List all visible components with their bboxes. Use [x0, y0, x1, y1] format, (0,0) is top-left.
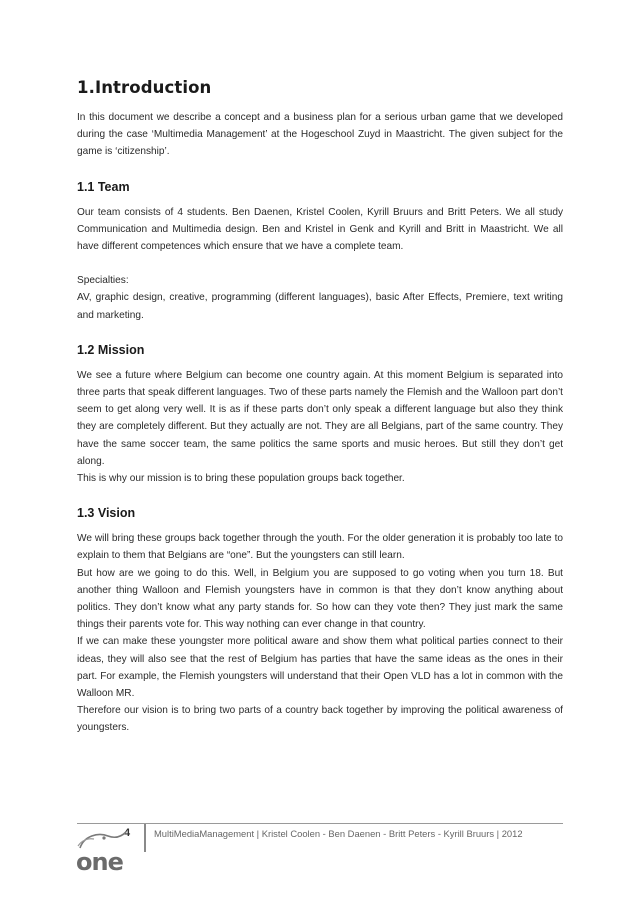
mission-paragraph: We see a future where Belgium can become one country again. At this moment Belgium is separated into three parts that speak different languages. Two of these parts namely the Flemish and the Walloon part don’t seem to get along very well. It is as if these parts don’t only speak a different language but also they think they are completely different. But they actually are not. They are all Belgians, part of the same country. They have the same soccer team, the same politics the same sports and music heroes. But still they don’t get along. [77, 369, 563, 467]
section-heading-mission: 1.2 Mission [77, 342, 145, 357]
section-heading-introduction: 1.Introduction [77, 78, 212, 97]
specialties-paragraph: AV, graphic design, creative, programming (different languages), basic After Effects, Premiere, text writing and marketing. [77, 292, 563, 321]
vision-paragraph-3: If we can make these youngster more political aware and show them what political parties connect to their ideas, they will also see that the rest of Belgium has parties that have the same ideas as the ones in their part. For example, the Flemish youngsters will understand that their Open VLD has a lot in common with the Walloon MR. [77, 636, 563, 700]
page-number: 4 [124, 827, 131, 839]
vision-paragraph-2: But how are we going to do this. Well, in Belgium you are supposed to go voting when you turn 18. But another thing Walloon and Flemish youngsters have in common is that they don’t know anything about politics. They don’t know what any party stands for. So how can they vote then? They just mark the same things their parents vote for. This way nothing can ever change in that country. [77, 567, 563, 631]
document-body [77, 78, 563, 737]
section-heading-vision: 1.3 Vision [77, 506, 136, 521]
team-paragraph: Our team consists of 4 students. Ben Daenen, Kristel Coolen, Kyrill Bruurs and Britt Peters. We all study Communication and Multimedia design. Ben and Kristel in Genk and Kyrill and Britt in Maastricht. We all have different competences which ensure that we have a complete team. [77, 206, 563, 253]
footer-credits: MultiMediaManagement | Kristel Coolen - Ben Daenen - Britt Peters - Kyrill Bruurs | 2012 [154, 828, 523, 839]
section-heading-team: 1.1 Team [77, 179, 130, 194]
logo-wordmark: one [76, 848, 123, 876]
footer-divider [77, 823, 563, 824]
footer-vertical-divider [144, 824, 146, 852]
vision-paragraph-4: Therefore our vision is to bring two parts of a country back together by improving the political awareness of youngsters. [77, 705, 563, 734]
specialties-label: Specialties: [77, 275, 129, 287]
vision-paragraph-1: We will bring these groups back together through the youth. For the older generation it is probably too late to explain to them that Belgians are “one”. But the youngsters can still learn. [77, 533, 563, 562]
mission-statement: This is why our mission is to bring these population groups back together. [77, 473, 405, 485]
introduction-paragraph: In this document we describe a concept and a business plan for a serious urban game that we developed during the case ‘Multimedia Management’ at the Hogeschool Zuyd in Maastricht. The given subject for the game is ‘citizenship’. [77, 112, 563, 158]
